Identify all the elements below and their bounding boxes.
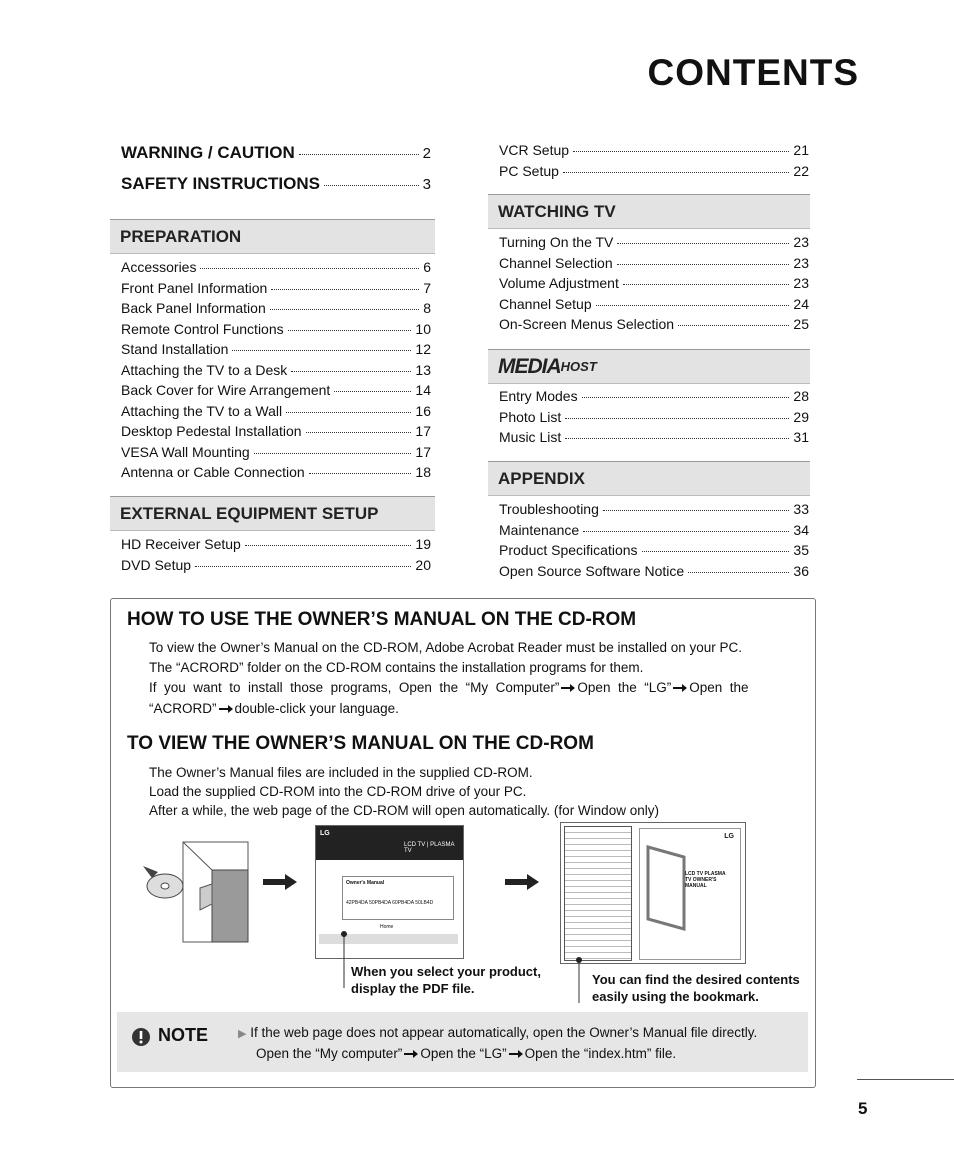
leader-dots: [286, 412, 411, 413]
how-to-use-text: [149, 638, 779, 719]
caption-bookmark: You can find the desired contents easily using the bookmark.: [592, 972, 800, 1004]
toc-label: Photo List: [499, 408, 562, 425]
toc-entry[interactable]: [499, 275, 809, 295]
toc-entry[interactable]: [499, 563, 809, 583]
leader-dots: [306, 432, 412, 433]
toc-label: Stand Installation: [121, 341, 229, 357]
note-text-part: Open the “index.htm” file.: [524, 1046, 677, 1061]
toc-page: 18: [415, 464, 431, 480]
section-mediahost: [488, 349, 810, 384]
toc-label: Front Panel Information: [121, 279, 268, 296]
toc-label: HD Receiver Setup: [121, 536, 241, 552]
toc-page: 23: [793, 275, 809, 291]
toc-entry[interactable]: [121, 280, 431, 300]
toc-entry[interactable]: [499, 142, 809, 162]
toc-label: Desktop Pedestal Installation: [121, 423, 302, 439]
toc-page: 6: [423, 259, 431, 275]
toc-warning-caution[interactable]: [121, 143, 431, 163]
text-part: double-click your language.: [234, 701, 399, 716]
text-line: The Owner’s Manual files are included in the supplied CD-ROM.: [149, 765, 533, 780]
toc-entry[interactable]: [499, 255, 809, 275]
toc-page: 36: [793, 562, 809, 579]
toc-page: 34: [793, 521, 809, 538]
step-arrow-icon: [505, 876, 539, 888]
to-view-text: [149, 763, 659, 820]
toc-entry[interactable]: [499, 234, 809, 254]
toc-entry[interactable]: [121, 557, 431, 577]
note-line: [238, 1044, 757, 1064]
leader-dots: [563, 172, 789, 173]
leader-dots: [195, 566, 411, 567]
leader-dots: [291, 371, 411, 372]
toc-page: 19: [415, 536, 431, 552]
bullet-triangle-icon: ▶: [238, 1028, 247, 1040]
arrow-icon: [404, 1050, 418, 1058]
toc-entry[interactable]: [499, 501, 809, 521]
note-text-part: Open the “My computer”: [256, 1046, 403, 1061]
toc-page: 3: [422, 176, 431, 193]
mediahost-main: MEDIA: [498, 354, 561, 378]
pdf-lg-logo: LG: [724, 833, 734, 840]
leader-dots: [288, 330, 412, 331]
toc-label: Back Panel Information: [121, 300, 266, 316]
pdf-page: [639, 828, 741, 960]
leader-dots: [254, 453, 412, 454]
text-line: Load the supplied CD-ROM into the CD-ROM drive of your PC.: [149, 784, 527, 799]
toc-label: Remote Control Functions: [121, 320, 284, 337]
page-number: 5: [858, 1099, 868, 1118]
toc-page: 23: [793, 254, 809, 271]
toc-entry[interactable]: [499, 409, 809, 429]
leader-dots: [565, 418, 789, 419]
text-part: Open the “LG”: [577, 680, 672, 695]
toc-label: VESA Wall Mounting: [121, 443, 250, 460]
note-line: [238, 1023, 757, 1044]
text-line: [149, 678, 779, 698]
thumb-home-link[interactable]: Home: [380, 924, 394, 930]
thumb-models: 42PB4DA 50PB4DA 60PB4DA 50LB4D: [346, 900, 434, 906]
toc-page: 13: [415, 361, 431, 378]
leader-dots: [642, 551, 790, 552]
toc-label: Accessories: [121, 259, 197, 275]
toc-label: Volume Adjustment: [499, 275, 619, 291]
leader-dots: [565, 438, 789, 439]
toc-entry[interactable]: [499, 296, 809, 316]
toc-page: 16: [415, 402, 431, 419]
toc-entry[interactable]: [121, 300, 431, 320]
text-line: To view the Owner’s Manual on the CD-ROM, Adobe Acrobat Reader must be installed on your PC.: [149, 640, 743, 655]
toc-label: Music List: [499, 429, 562, 445]
pointer-line-1: [336, 930, 352, 990]
leader-dots: [270, 309, 419, 310]
toc-page: 22: [793, 162, 809, 179]
leader-dots: [271, 289, 419, 290]
toc-entry[interactable]: [121, 362, 431, 382]
toc-page: 10: [415, 320, 431, 337]
pdf-title-text: LCD TV PLASMA TV OWNER'S MANUAL: [685, 871, 726, 889]
toc-entry[interactable]: [499, 429, 809, 449]
leader-dots: [617, 243, 789, 244]
toc-label: DVD Setup: [121, 556, 192, 573]
toc-label: Maintenance: [499, 521, 580, 538]
toc-label: SAFETY INSTRUCTIONS: [121, 174, 320, 193]
text-line: The “ACRORD” folder on the CD-ROM contains the installation programs for them.: [149, 660, 644, 675]
text-line: [149, 699, 779, 719]
toc-label: Back Cover for Wire Arrangement: [121, 382, 331, 398]
step-arrow-icon: [263, 876, 297, 888]
toc-entry[interactable]: [121, 536, 431, 556]
leader-dots: [324, 185, 419, 186]
section-appendix: APPENDIX: [488, 461, 810, 496]
bookmark-panel[interactable]: [564, 826, 632, 961]
toc-entry[interactable]: [499, 163, 809, 183]
note-text: [238, 1023, 757, 1064]
toc-label: Turning On the TV: [499, 234, 614, 250]
toc-page: 14: [415, 382, 431, 398]
leader-dots: [334, 391, 411, 392]
leader-dots: [232, 350, 411, 351]
toc-entry[interactable]: [121, 382, 431, 402]
toc-entry[interactable]: [499, 542, 809, 562]
toc-page: 8: [423, 300, 431, 316]
toc-entry[interactable]: [499, 388, 809, 408]
note-text-part: Open the “LG”: [420, 1046, 507, 1061]
toc-entry[interactable]: [499, 522, 809, 542]
thumb-header-text: LCD TV | PLASMA TV: [404, 842, 455, 854]
toc-page: 31: [793, 429, 809, 445]
toc-page: 21: [793, 142, 809, 158]
toc-page: 17: [415, 423, 431, 439]
thumb-manual-panel[interactable]: [342, 876, 454, 920]
text-part: If you want to install those programs, Open the “My Computer”: [149, 680, 560, 695]
exclamation-icon: [131, 1027, 151, 1047]
toc-label: Attaching the TV to a Wall: [121, 402, 283, 419]
toc-label: Entry Modes: [499, 388, 578, 404]
toc-page: 7: [423, 279, 431, 296]
leader-dots: [245, 545, 412, 546]
toc-entry[interactable]: [121, 403, 431, 423]
note-label: NOTE: [158, 1025, 209, 1045]
arrow-icon: [673, 684, 687, 692]
toc-label: VCR Setup: [499, 142, 570, 158]
toc-entry[interactable]: [121, 444, 431, 464]
caption-select-product: When you select your product, display the PDF file.: [351, 964, 541, 996]
lg-logo: LG: [320, 830, 330, 837]
toc-label: PC Setup: [499, 162, 559, 179]
pointer-line-2: [571, 955, 587, 1005]
cd-insert-illustration: [140, 838, 252, 946]
pdf-viewer-thumbnail: [560, 822, 746, 964]
section-watching-tv: WATCHING TV: [488, 194, 810, 229]
toc-page: 12: [415, 341, 431, 357]
toc-label: Channel Setup: [499, 295, 592, 312]
toc-page: 35: [793, 542, 809, 558]
text-line: After a while, the web page of the CD-ROM will open automatically. (for Window only): [149, 803, 659, 818]
toc-page: 33: [793, 501, 809, 517]
arrow-icon: [219, 705, 233, 713]
toc-label: Channel Selection: [499, 254, 613, 271]
leader-dots: [299, 154, 419, 155]
toc-page: 24: [793, 295, 809, 312]
toc-label: On-Screen Menus Selection: [499, 316, 675, 332]
toc-label: Open Source Software Notice: [499, 562, 685, 579]
text-part: Open the: [689, 680, 749, 695]
text-part: “ACRORD”: [149, 701, 217, 716]
leader-dots: [583, 531, 789, 532]
page-title: CONTENTS: [647, 52, 859, 93]
toc-entry[interactable]: [121, 341, 431, 361]
leader-dots: [309, 473, 412, 474]
section-external-equipment: EXTERNAL EQUIPMENT SETUP: [110, 496, 435, 531]
toc-label: Product Specifications: [499, 542, 638, 558]
leader-dots: [596, 305, 790, 306]
toc-page: 28: [793, 388, 809, 404]
toc-label: WARNING / CAUTION: [121, 143, 295, 162]
leader-dots: [573, 151, 789, 152]
leader-dots: [617, 264, 790, 265]
heading-how-to-use: HOW TO USE THE OWNER’S MANUAL ON THE CD-ROM: [127, 609, 637, 630]
mediahost-sub: HOST: [560, 359, 597, 374]
thumb-header-bar: [316, 826, 463, 860]
toc-page: 25: [793, 316, 809, 332]
toc-entry[interactable]: [121, 259, 431, 279]
heading-to-view: TO VIEW THE OWNER’S MANUAL ON THE CD-ROM: [127, 733, 594, 754]
leader-dots: [603, 510, 790, 511]
toc-entry[interactable]: [121, 423, 431, 443]
toc-page: 2: [422, 145, 431, 162]
leader-dots: [623, 284, 790, 285]
page-rule: [857, 1079, 954, 1080]
toc-page: 17: [415, 443, 431, 460]
leader-dots: [678, 325, 789, 326]
toc-label: Antenna or Cable Connection: [121, 464, 305, 480]
toc-safety-instructions[interactable]: [121, 174, 431, 194]
toc-entry[interactable]: [121, 321, 431, 341]
note-text-part: If the web page does not appear automatically, open the Owner’s Manual file directly.: [250, 1025, 758, 1040]
toc-entry[interactable]: [121, 464, 431, 484]
toc-page: 29: [793, 408, 809, 425]
toc-page: 23: [793, 234, 809, 250]
section-preparation: PREPARATION: [110, 219, 435, 254]
thumb-manual-title: Owner's Manual: [346, 880, 385, 886]
arrow-icon: [509, 1050, 523, 1058]
tv-outline-graphic: [644, 843, 704, 933]
toc-entry[interactable]: [499, 316, 809, 336]
leader-dots: [688, 572, 789, 573]
leader-dots: [200, 268, 419, 269]
leader-dots: [582, 397, 790, 398]
arrow-icon: [561, 684, 575, 692]
toc-label: Attaching the TV to a Desk: [121, 361, 288, 378]
toc-label: Troubleshooting: [499, 501, 599, 517]
toc-page: 20: [415, 556, 431, 573]
